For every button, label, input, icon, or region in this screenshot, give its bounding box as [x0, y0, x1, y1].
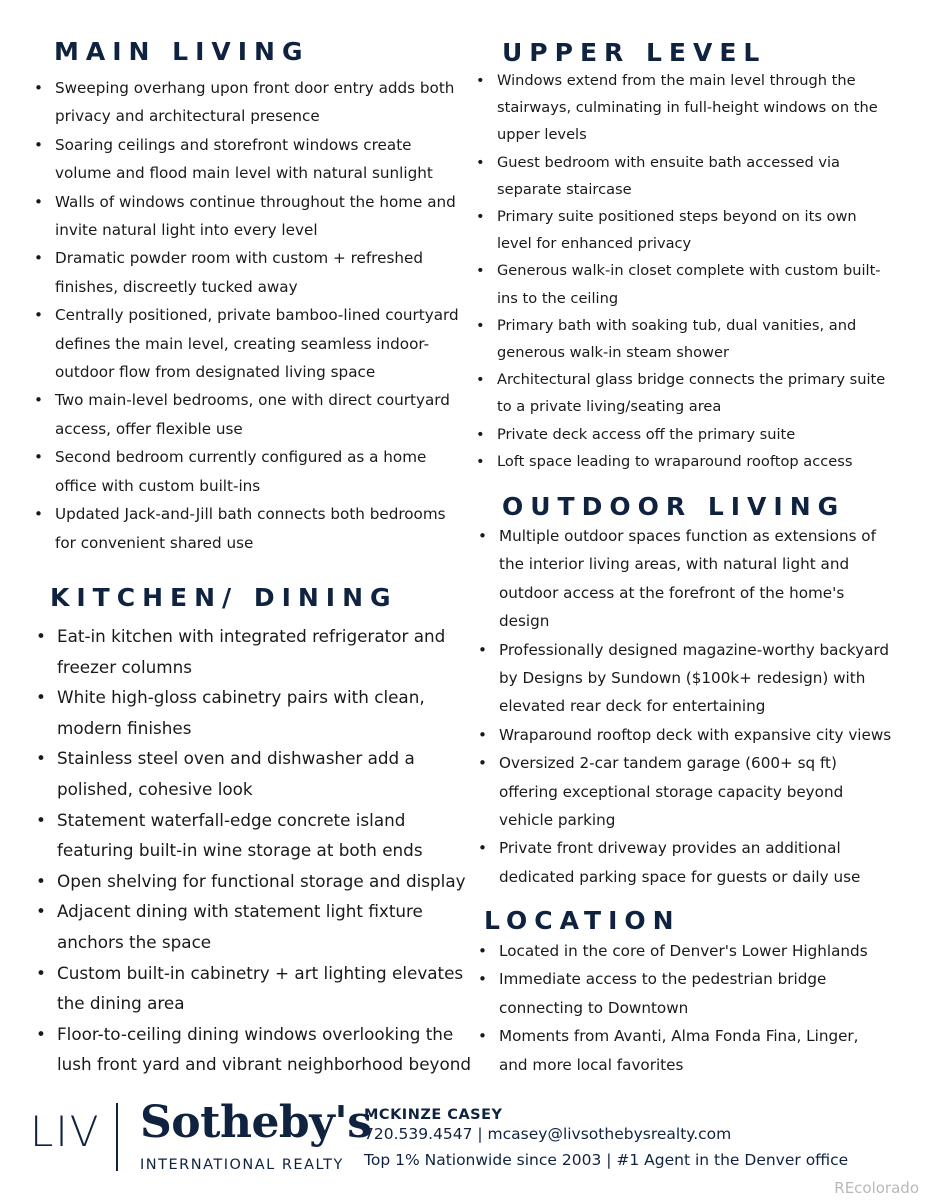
list-item-line: privacy and architectural presence [55, 107, 320, 126]
list-item-line: • Loft space leading to wraparound rooftop access [497, 452, 853, 470]
list-item-line: defines the main level, creating seamless indoor- [55, 334, 430, 353]
list-item [474, 937, 894, 965]
list-item-line: • Moments from Avanti, Alma Fonda Fina, Linger, [499, 1027, 859, 1046]
list-item [30, 188, 455, 245]
main-living-heading: MAIN LIVING [54, 37, 310, 66]
list-item [30, 386, 455, 443]
list-item-line: polished, cohesive look [57, 778, 253, 799]
list-item [474, 834, 894, 891]
list-item-line: ins to the ceiling [497, 289, 619, 307]
list-item-line: and more local favorites [499, 1055, 684, 1074]
list-item-line: • White high-gloss cabinetry pairs with clean, [57, 687, 425, 708]
list-item-line: • Primary bath with soaking tub, dual vanities, and [497, 316, 857, 334]
list-item-line: • Immediate access to the pedestrian bridge [499, 970, 827, 989]
kitchen-dining-list [32, 621, 472, 1080]
upper-level-list [472, 67, 892, 475]
list-item [30, 74, 455, 131]
kitchen-dining-heading: KITCHEN/ DINING [50, 583, 398, 612]
list-item-line: • Wraparound rooftop deck with expansive city views [499, 725, 892, 744]
list-item-line: connecting to Downtown [499, 998, 689, 1017]
list-item-line: • Private front driveway provides an additional [499, 839, 841, 858]
list-item-line: office with custom built-ins [55, 476, 261, 495]
list-item-line: • Eat-in kitchen with integrated refrigerator and [57, 626, 446, 646]
agent-name: MCKINZE CASEY [364, 1107, 503, 1123]
list-item-line: generous walk-in steam shower [497, 344, 729, 362]
list-item-line: lush front yard and vibrant neighborhood beyond [57, 1054, 472, 1075]
liv-logo: LIV [30, 1107, 101, 1156]
location-list [474, 937, 894, 1079]
list-item-line: • Open shelving for functional storage and display [57, 870, 466, 891]
list-item [30, 244, 455, 301]
list-item-line: • Located in the core of Denver's Lower Highlands [499, 942, 868, 960]
agent-contact: 720.539.4547 | mcasey@livsothebysrealty.com [364, 1125, 732, 1143]
list-item-line: • Professionally designed magazine-worthy backyard [499, 640, 890, 659]
list-item-line: • Second bedroom currently configured as a home [55, 448, 427, 467]
list-item-line: access, offer flexible use [55, 419, 243, 438]
list-item-line: the interior living areas, with natural light and [499, 555, 850, 574]
list-item-line: upper levels [497, 126, 587, 144]
list-item [472, 366, 892, 420]
list-item-line: • Generous walk-in closet complete with custom built- [497, 262, 881, 280]
list-item-line: • Primary suite positioned steps beyond on its own [497, 208, 857, 226]
list-item [472, 203, 892, 257]
list-item-line: level for enhanced privacy [497, 235, 692, 253]
list-item-line: • Private deck access off the primary suite [497, 425, 796, 443]
list-item-line: • Sweeping overhang upon front door entry adds both [55, 79, 455, 97]
list-item-line: • Multiple outdoor spaces function as extensions of [499, 527, 876, 545]
list-item-line: for convenient shared use [55, 533, 254, 552]
list-item-line: dedicated parking space for guests or daily use [499, 867, 861, 886]
list-item-line: • Floor-to-ceiling dining windows overlooking the [57, 1023, 454, 1044]
sothebys-logo: Sotheby's [140, 1097, 372, 1148]
list-item-line: • Two main-level bedrooms, one with direct courtyard [55, 391, 450, 410]
upper-level-heading: UPPER LEVEL [502, 38, 767, 67]
list-item [30, 500, 455, 557]
list-item [30, 301, 459, 386]
list-item [32, 1019, 472, 1080]
list-item [32, 805, 462, 866]
list-item-line: • Guest bedroom with ensuite bath accessed via [497, 153, 840, 171]
list-item [474, 636, 894, 721]
list-item-line: • Walls of windows continue throughout the home and [55, 192, 456, 211]
list-item [472, 448, 892, 475]
list-item [472, 257, 892, 311]
list-item-line: • Centrally positioned, private bamboo-lined courtyard [55, 306, 459, 325]
list-item [474, 522, 894, 636]
list-item [32, 682, 462, 743]
logo-divider [116, 1103, 118, 1171]
list-item-line: • Statement waterfall-edge concrete island [57, 809, 406, 830]
location-heading: LOCATION [484, 906, 681, 935]
list-item-line: • Adjacent dining with statement light fixture [57, 901, 423, 922]
outdoor-living-list [474, 522, 894, 891]
list-item-line: modern finishes [57, 717, 192, 738]
list-item-line: design [499, 612, 550, 631]
list-item [32, 958, 462, 1019]
list-item-line: • Oversized 2-car tandem garage (600+ sq ft) [499, 754, 837, 773]
list-item-line: • Soaring ceilings and storefront windows create [55, 135, 412, 154]
list-item [472, 312, 892, 366]
list-item-line: by Designs by Sundown ($100k+ redesign) with [499, 669, 866, 688]
list-item [32, 621, 462, 682]
list-item-line: finishes, discreetly tucked away [55, 277, 298, 296]
recolorado-watermark: REcolorado [834, 1179, 919, 1197]
outdoor-living-heading: OUTDOOR LIVING [502, 492, 846, 521]
list-item [32, 866, 466, 897]
list-item [474, 1022, 894, 1079]
main-living-list [30, 74, 459, 557]
list-item [30, 443, 455, 500]
list-item-line: • Custom built-in cabinetry + art lighting elevates [57, 962, 464, 983]
list-item [472, 67, 892, 149]
list-item-line: offering exceptional storage capacity beyond [499, 782, 844, 801]
list-item [32, 896, 462, 957]
list-item-line: freezer columns [57, 656, 192, 677]
list-item [474, 721, 894, 749]
list-item-line: outdoor access at the forefront of the home's [499, 583, 845, 602]
list-item-line: vehicle parking [499, 811, 616, 830]
agent-tagline: Top 1% Nationwide since 2003 | #1 Agent in the Denver office [364, 1151, 849, 1169]
list-item-line: • Architectural glass bridge connects the primary suite [497, 371, 886, 389]
list-item-line: elevated rear deck for entertaining [499, 697, 766, 716]
list-item [32, 743, 462, 804]
list-item-line: volume and flood main level with natural sunlight [55, 164, 433, 183]
list-item-line: invite natural light into every level [55, 221, 318, 240]
list-item-line: • Windows extend from the main level through the [497, 72, 856, 89]
list-item-line: • Dramatic powder room with custom + refreshed [55, 249, 423, 268]
list-item-line: • Stainless steel oven and dishwasher add a [57, 748, 415, 769]
international-realty-label: INTERNATIONAL REALTY [140, 1157, 344, 1173]
footer [0, 1095, 927, 1200]
list-item-line: separate staircase [497, 180, 632, 198]
list-item-line: featuring built-in wine storage at both ends [57, 840, 423, 861]
list-item-line: to a private living/seating area [497, 398, 722, 416]
list-item [472, 149, 892, 203]
list-item [474, 749, 894, 834]
list-item-line: anchors the space [57, 931, 212, 952]
list-item-line: • Updated Jack-and-Jill bath connects both bedrooms [55, 505, 446, 524]
list-item [30, 131, 455, 188]
list-item-line: outdoor flow from designated living space [55, 363, 376, 382]
list-item [474, 965, 894, 1022]
list-item-line: the dining area [57, 993, 185, 1014]
list-item [472, 421, 892, 448]
list-item-line: stairways, culminating in full-height windows on the [497, 99, 878, 117]
